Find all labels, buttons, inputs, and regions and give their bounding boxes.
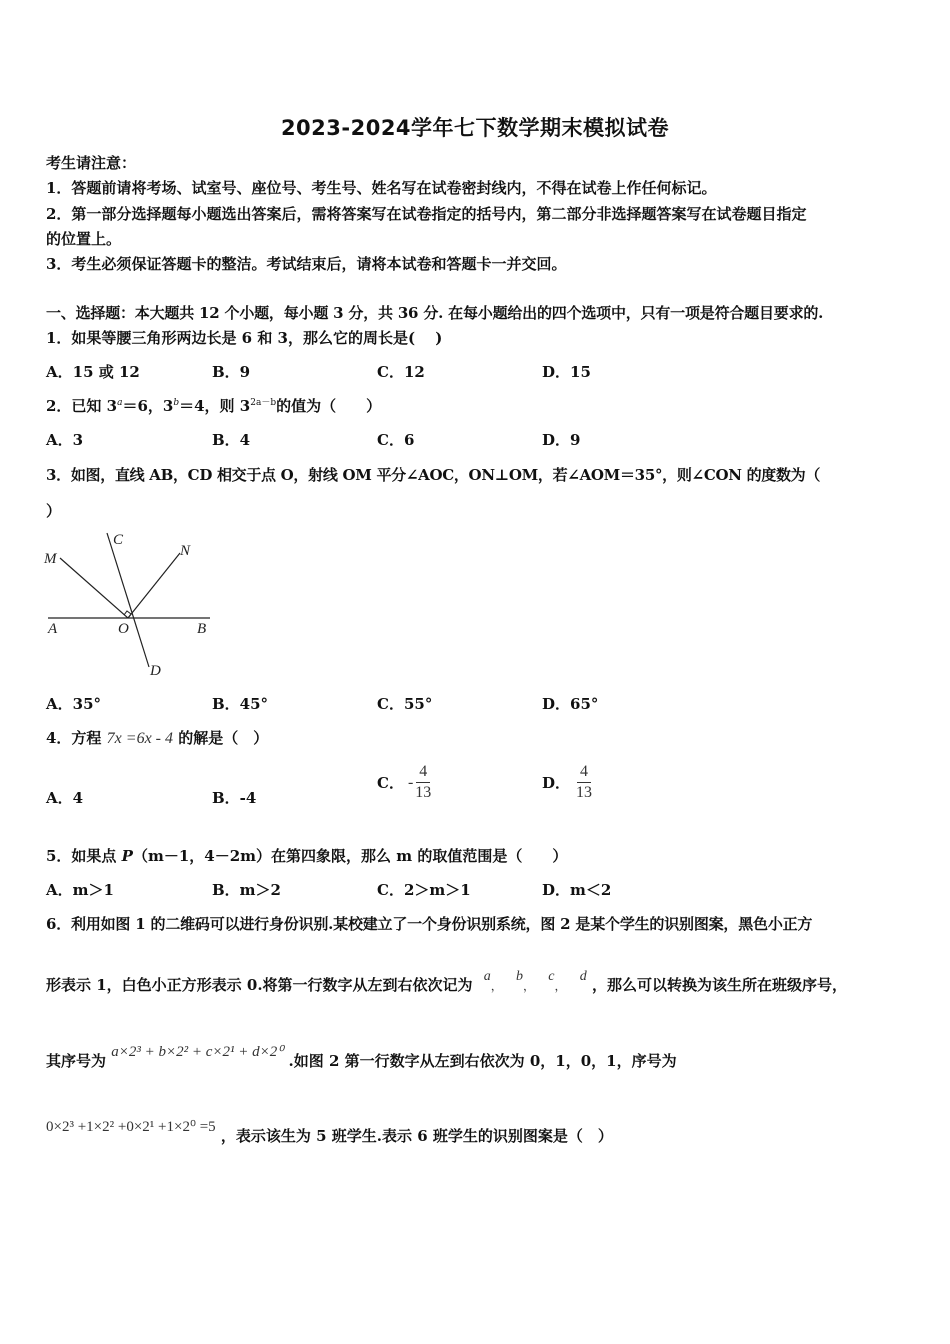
q5-option-c[interactable]: C．2＞m＞1 [377, 881, 471, 899]
q1-option-b[interactable]: B．9 [212, 363, 251, 381]
q3-option-a[interactable]: A．35° [46, 695, 102, 713]
q5-pre: 5．如果点 [46, 847, 122, 865]
notice-item-2-cont: 的位置上。 [46, 230, 122, 248]
label-b: B [197, 621, 207, 637]
label-d: D [150, 663, 161, 679]
q4-equation: 7x =6x - 4 [106, 730, 173, 747]
label-a: A [48, 621, 58, 637]
q5-post: （m－1，4－2m）在第四象限，那么 m 的取值范围是（ ） [132, 847, 568, 865]
q2-mid1: ＝6，3 [122, 397, 174, 415]
notice-heading: 考生请注意： [46, 154, 137, 172]
q6-formula-1: a×2³ + b×2² + c×2¹ + d×2⁰ [111, 1044, 284, 1060]
q4-option-d-fraction [576, 762, 592, 803]
section-heading: 一、选择题：本大题共 12 个小题，每小题 3 分，共 36 分. 在每小题给出的四个选项中，只有一项是符合题目要求的. [46, 304, 824, 322]
q2-option-a[interactable]: A．3 [46, 431, 84, 449]
q4-post: 的解是（ ） [178, 729, 269, 747]
q3-option-c[interactable]: C．55° [377, 695, 433, 713]
q4-option-a[interactable]: A．4 [46, 789, 84, 807]
q4-option-d-label: D． [542, 774, 571, 792]
q5-option-d[interactable]: D．m＜2 [542, 881, 612, 899]
question-3-stem: 3．如图，直线 AB，CD 相交于点 O，射线 OM 平分∠AOC，ON⊥OM，若∠AOM＝35°，则∠CON 的度数为（ [46, 466, 821, 484]
question-1-stem: 1．如果等腰三角形两边长是 6 和 3，那么它的周长是( ) [46, 329, 443, 347]
q4-d-denominator: 13 [576, 784, 593, 801]
question-6-line-1: 6．利用如图 1 的二维码可以进行身份识别.某校建立了一个身份识别系统，图 2 是某个学生的识别图案，黑色小正方 [46, 915, 813, 933]
q6-line2-pre: 形表示 1，白色小正方形表示 0.将第一行数字从左到右依次记为 [46, 976, 473, 994]
q4-c-denominator: 13 [415, 784, 432, 801]
q2-exp-a: a [117, 398, 123, 408]
q6-line3-pre: 其序号为 [46, 1052, 107, 1070]
question-6-line-2: 形表示 1，白色小正方形表示 0.将第一行数字从左到右依次记为 a， b， c， d ，那么可以转换为该生所在班级序号， [46, 969, 847, 994]
question-2-stem [46, 395, 381, 416]
q2-pre: 2．已知 3 [46, 397, 118, 415]
q4-option-c-sign: - [407, 773, 414, 791]
q5-point: P [121, 847, 133, 865]
q4-d-numerator: 4 [577, 762, 591, 783]
question-6-line-4 [46, 1119, 613, 1146]
q6-line3-post: .如图 2 第一行数字从左到右依次为 0，1，0，1，序号为 [288, 1052, 677, 1070]
label-m: M [44, 551, 57, 567]
q2-option-b[interactable]: B．4 [212, 431, 251, 449]
q2-exp-c: 2a－b [250, 398, 277, 408]
notice-item-2: 2．第一部分选择题每小题选出答案后，需将答案写在试卷指定的括号内，第二部分非选择题答案写在试卷题目指定 [46, 205, 807, 223]
q6-var-d: d [579, 969, 587, 984]
angle-figure [40, 525, 220, 685]
q1-option-c[interactable]: C．12 [377, 363, 425, 381]
q4-pre: 4．方程 [46, 729, 102, 747]
question-3-stem-end: ） [46, 502, 62, 520]
question-5-stem [46, 845, 567, 866]
notice-item-1: 1．答题前请将考场、试室号、座位号、考生号、姓名写在试卷密封线内，不得在试卷上作任何标记。 [46, 179, 717, 197]
label-c: C [113, 532, 124, 548]
q3-option-d[interactable]: D．65° [542, 695, 599, 713]
q4-option-c[interactable] [377, 762, 431, 803]
q4-c-numerator: 4 [416, 762, 430, 783]
label-o: O [118, 621, 129, 637]
label-n: N [180, 543, 191, 559]
q2-mid2: ＝4，则 3 [179, 397, 251, 415]
q6-line2-post: ，那么可以转换为该生所在班级序号， [591, 976, 847, 994]
ray-on [128, 553, 180, 618]
q6-formula-2: 0×2³ +1×2² +0×2¹ +1×2⁰ =5 [46, 1119, 216, 1135]
q3-option-b[interactable]: B．45° [212, 695, 269, 713]
question-4-stem [46, 727, 268, 748]
q2-post: 的值为（ ） [276, 397, 382, 415]
q2-option-c[interactable]: C．6 [377, 431, 415, 449]
q5-option-b[interactable]: B．m＞2 [212, 881, 281, 899]
q5-option-a[interactable]: A．m＞1 [46, 881, 114, 899]
q4-option-c-fraction [415, 762, 431, 803]
question-6-line-3 [46, 1044, 677, 1071]
q6-var-a: a [483, 969, 491, 984]
q1-option-a[interactable]: A．15 或 12 [46, 363, 140, 381]
notice-item-3: 3．考生必须保证答题卡的整洁。考试结束后，请将本试卷和答题卡一并交回。 [46, 255, 567, 273]
q6-var-b: b [516, 969, 524, 984]
q2-exp-b: b [173, 398, 180, 408]
q4-option-c-label: C． [377, 774, 404, 792]
q1-option-d[interactable]: D．15 [542, 363, 591, 381]
q4-option-d[interactable] [542, 762, 592, 803]
page-title: 2023-2024学年七下数学期末模拟试卷 [280, 116, 670, 140]
q4-option-b[interactable]: B．-4 [212, 789, 257, 807]
q6-var-c: c [548, 969, 555, 984]
q6-line4-post: ，表示该生为 5 班学生.表示 6 班学生的识别图案是（ ） [220, 1127, 613, 1145]
q2-option-d[interactable]: D．9 [542, 431, 581, 449]
